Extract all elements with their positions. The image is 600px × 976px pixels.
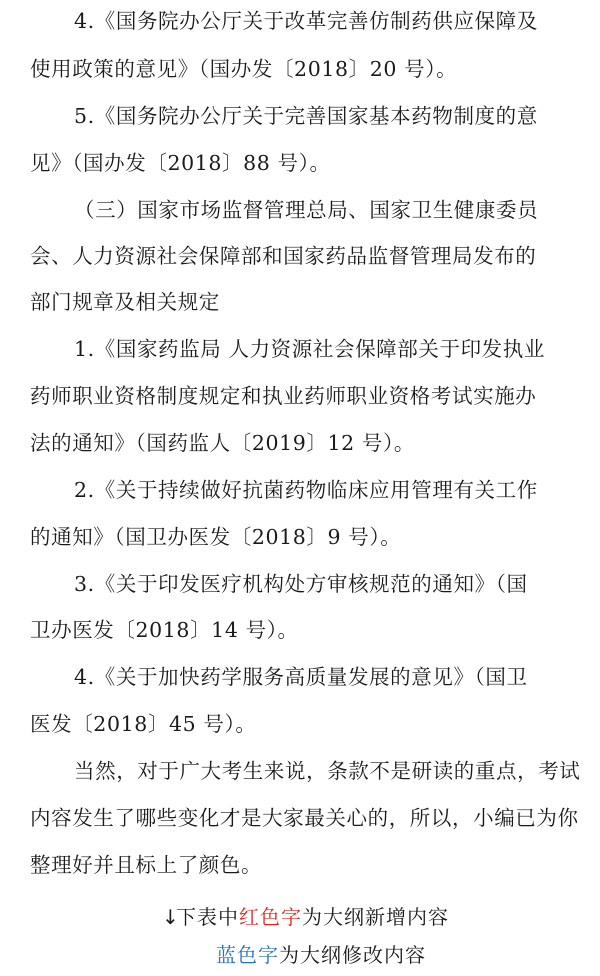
text-line: 医发〔2018〕45 号）。 bbox=[30, 712, 257, 736]
arrow-down-icon: ↓ bbox=[162, 905, 180, 929]
text-line: 5.《国务院办公厅关于完善国家基本药物制度的意 bbox=[74, 104, 538, 128]
text-line: 使用政策的意见》（国办发〔2018〕20 号）。 bbox=[30, 57, 458, 81]
text-line: 2.《关于持续做好抗菌药物临床应用管理有关工作 bbox=[74, 478, 538, 502]
legend-modified-content bbox=[216, 940, 426, 970]
text-line: 的通知》（国卫办医发〔2018〕9 号）。 bbox=[30, 525, 402, 549]
legend-text: 为大纲新增内容 bbox=[302, 905, 449, 929]
text-line: 1.《国家药监局 人力资源社会保障部关于印发执业 bbox=[74, 337, 545, 361]
text-line: 药师职业资格制度规定和执业药师职业资格考试实施办 bbox=[30, 384, 537, 408]
red-text-label: 红色字 bbox=[239, 905, 302, 929]
text-line: 整理好并且标上了颜色。 bbox=[30, 853, 263, 877]
text-line: 见》（国办发〔2018〕88 号）。 bbox=[30, 151, 331, 175]
section-heading-line: 部门规章及相关规定 bbox=[30, 290, 220, 314]
blue-text-label: 蓝色字 bbox=[216, 943, 279, 967]
section-heading-line: 会、人力资源社会保障部和国家药品监督管理局发布的 bbox=[30, 244, 537, 268]
legend-text: 为大纲修改内容 bbox=[279, 943, 426, 967]
text-line: 卫办医发〔2018〕14 号）。 bbox=[30, 618, 299, 642]
text-line: 法的通知》（国药监人〔2019〕12 号）。 bbox=[30, 431, 415, 455]
text-line: 当然，对于广大考生来说，条款不是研读的重点，考试 bbox=[74, 759, 581, 783]
text-line: 3.《关于印发医疗机构处方审核规范的通知》（国 bbox=[74, 572, 528, 596]
text-line: 4.《国务院办公厅关于改革完善仿制药供应保障及 bbox=[74, 9, 538, 33]
text-line: 4.《关于加快药学服务高质量发展的意见》（国卫 bbox=[74, 665, 528, 689]
text-line: 内容发生了哪些变化才是大家最关心的，所以，小编已为你 bbox=[30, 806, 579, 830]
section-heading-line: （三）国家市场监督管理总局、国家卫生健康委员 bbox=[74, 198, 539, 222]
legend-text: 下表中 bbox=[176, 905, 239, 929]
legend-new-content bbox=[162, 902, 449, 932]
